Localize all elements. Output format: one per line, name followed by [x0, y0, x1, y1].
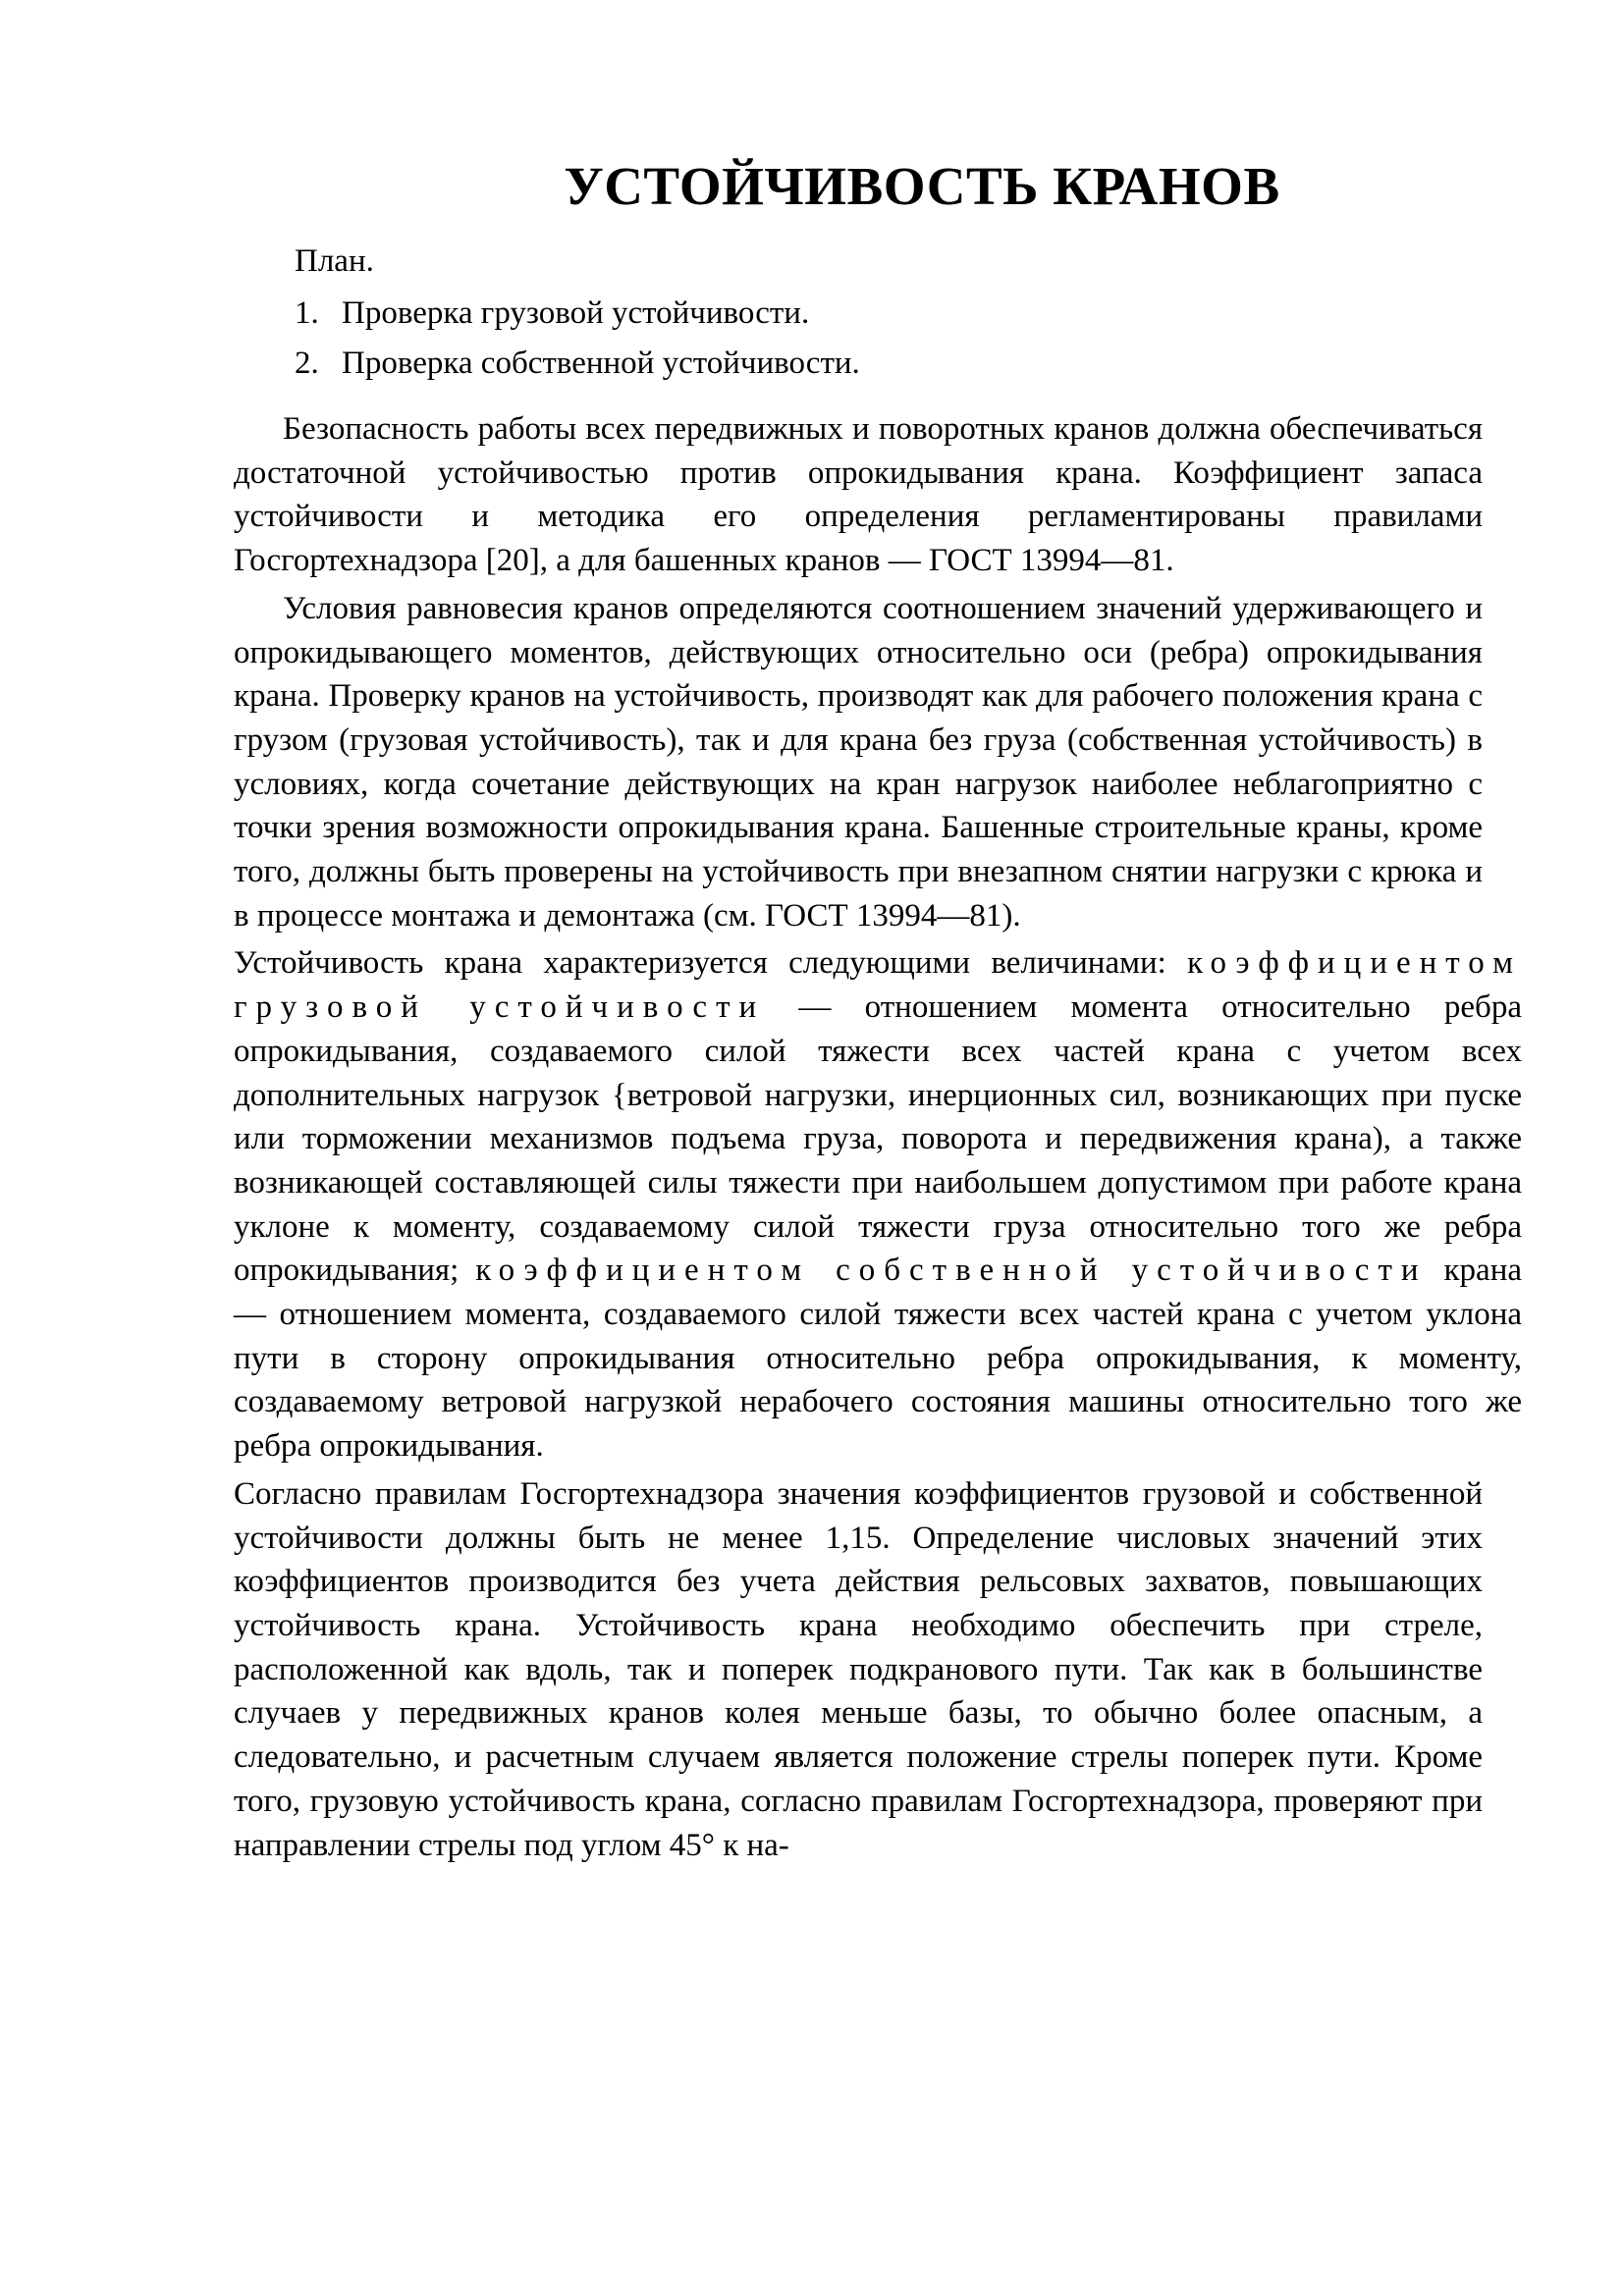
paragraph-text: крана — отношением момента, создаваемого силой тяжести всех частей крана с учетом уклона пути в сторону опрокидывания относительно ребра опрокидывания, к моменту, создаваемому ветровой нагрузкой нерабочего состояния машины относительно того же ребра опрокидывания.	[234, 1253, 1522, 1465]
plan-item	[295, 342, 1483, 386]
plan-item	[295, 292, 1483, 336]
paragraph-stability-coefficients	[234, 941, 1522, 1468]
plan-item-number: 1.	[295, 295, 319, 331]
paragraph-text: — отношением момента относительно ребра опрокидывания, создаваемого силой тяжести всех частей крана с учетом всех дополнительных нагрузок {ветровой нагрузки, инерционных сил, возникающих при пуске или торможении механизмов подъема груза, поворота и передвижения крана), а также возникающей составляющей силы тяжести при наибольшем допустимом при работе крана уклоне к моменту, создаваемому силой тяжести груза относительно того же ребра опрокидывания;	[234, 989, 1522, 1289]
term-load-stability: коэффициентом грузовой устойчивости	[234, 945, 1522, 1026]
plan-item-text: Проверка грузовой устойчивости.	[342, 295, 810, 331]
paragraph-safety: Безопасность работы всех передвижных и поворотных кранов должна обеспечиваться достаточной устойчивостью против опрокидывания крана. Коэффициент запаса устойчивости и методика его определения регламентированы правилами Госгортехнадзора [20], а для башенных кранов — ГОСТ 13994—81.	[234, 411, 1483, 579]
plan-label: План.	[295, 243, 374, 279]
paragraph-gosgortekhnadzor-rules: Согласно правилам Госгортехнадзора значения коэффициентов грузовой и собственной устойчивости должны быть не менее 1,15. Определение числовых значений этих коэффициентов производится без учета действия рельсовых захватов, повышающих устойчивость крана. Устойчивость крана необходимо обеспечить при стреле, расположенной как вдоль, так и поперек подкранового пути. Так как в большинстве случаев у передвижных кранов колея меньше базы, то обычно более опасным, а следовательно, и расчетным случаем является положение стрелы поперек пути. Кроме того, грузовую устойчивость крана, согласно правилам Госгортехнадзора, проверяют при направлении стрелы под углом 45° к на-	[234, 1475, 1483, 1863]
plan-item-text: Проверка собственной устойчивости.	[342, 346, 860, 381]
term-own-stability: коэффициентом собственной устойчивости	[475, 1253, 1428, 1289]
document-title: УСТОЙЧИВОСТЬ КРАНОВ	[564, 156, 1280, 216]
paragraph-text: Устойчивость крана характеризуется следующими величинами:	[234, 945, 1166, 982]
paragraph-equilibrium: Условия равновесия кранов определяются соотношением значений удерживающего и опрокидывающего моментов, действующих относительно оси (ребра) опрокидывания крана. Проверку кранов на устойчивость, производят как для рабочего положения крана с грузом (грузовая устойчивость), так и для крана без груза (собственная устойчивость) в условиях, когда сочетание действующих на кран нагрузок наиболее неблагоприятно с точки зрения возможности опрокидывания крана. Башенные строительные краны, кроме того, должны быть проверены на устойчивость при внезапном снятии нагрузки с крюка и в процессе монтажа и демонтажа (см. ГОСТ 13994—81).	[234, 590, 1483, 934]
plan-item-number: 2.	[295, 346, 319, 381]
plan-list	[295, 292, 1483, 386]
document-page	[234, 147, 1522, 1871]
